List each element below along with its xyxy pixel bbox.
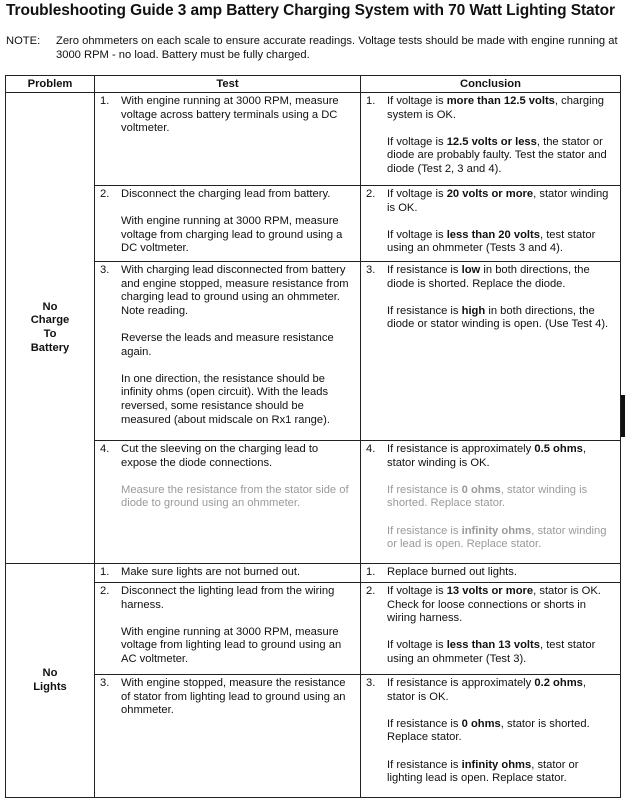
test-cell [95,93,361,186]
troubleshooting-table [5,75,621,798]
table-row [6,93,621,186]
test-text: Disconnect the charging lead from battery. [121,188,331,200]
conclusion-number: 3. [366,677,376,689]
conclusion-text: If resistance is 0 ohms, stator winding is shorted. Replace stator. [387,483,588,510]
header-problem: Problem [6,76,95,93]
conclusion-number: 1. [366,95,376,107]
conclusion-text: If voltage is 12.5 volts or less, the stator or diode are probably faulty. Test the stator and diode (Test 2, 3 and 4). [387,135,607,175]
test-text: In one direction, the resistance should be infinity ohms (open circuit). With the leads reversed, some resistance should be measured (about midscale on Rx1 range). [121,372,330,426]
problem-no-lights: No Lights [6,564,95,798]
conclusion-text: If voltage is more than 12.5 volts, charging system is OK. [387,95,605,121]
conclusion-text: If voltage is 20 volts or more, stator winding is OK. [387,188,609,214]
conclusion-cell [361,675,621,798]
conclusion-text: If resistance is infinity ohms, stator or lighting lead is open. Replace stator. [387,758,579,785]
test-number: 2. [100,585,110,597]
note-text: Zero ohmmeters on each scale to ensure accurate readings. Voltage tests should be made with engine running at 3000 RPM - no load. Battery must be fully charged. [56,35,618,61]
test-text: With engine stopped, measure the resistance of stator from lighting lead to ground using an ohmmeter. [121,677,346,717]
conclusion-cell [361,564,621,583]
header-test: Test [95,76,361,93]
conclusion-cell [361,262,621,441]
note-label: NOTE: [6,35,41,47]
test-text: With engine running at 3000 RPM, measure voltage across battery terminals using a DC voltmeter. [121,95,339,135]
conclusion-text: Replace burned out lights. [387,566,517,578]
problem-no-charge: No Charge To Battery [6,93,95,564]
conclusion-text: If resistance is approximately 0.2 ohms, stator is OK. [387,677,586,703]
conclusion-text: If resistance is high in both directions, the diode or stator winding is open. (Use Test 4). [387,304,609,331]
table-row [6,262,621,441]
table-header-row [6,76,621,93]
test-cell [95,564,361,583]
table-row [6,186,621,262]
table-row [6,675,621,798]
conclusion-text: If voltage is less than 13 volts, test stator using an ohmmeter (Test 3). [387,639,596,665]
conclusion-text: If resistance is low in both directions, the diode is shorted. Replace the diode. [387,264,590,290]
test-cell [95,675,361,798]
conclusion-text: If resistance is 0 ohms, stator is shorted. Replace stator. [387,717,590,744]
test-number: 1. [100,566,110,578]
conclusion-cell [361,583,621,675]
conclusion-text: If resistance is infinity ohms, stator winding or lead is open. Replace stator. [387,524,607,551]
conclusion-cell [361,441,621,564]
conclusion-cell [361,93,621,186]
conclusion-text: If voltage is less than 20 volts, test stator using an ohmmeter (Tests 3 and 4). [387,228,596,255]
test-number: 2. [100,188,110,200]
conclusion-number: 2. [366,188,376,200]
table-row [6,583,621,675]
test-text: With engine running at 3000 RPM, measure voltage from lighting lead to ground using an AC voltmeter. [121,625,342,665]
table-row [6,441,621,564]
test-cell [95,262,361,441]
header-conclusion: Conclusion [361,76,621,93]
test-text: Reverse the leads and measure resistance again. [121,331,334,358]
test-cell [95,186,361,262]
test-cell [95,583,361,675]
conclusion-text: If resistance is approximately 0.5 ohms, stator winding is OK. [387,443,586,469]
scan-edge-mark [621,395,625,437]
conclusion-number: 3. [366,264,376,276]
test-text: Cut the sleeving on the charging lead to expose the diode connections. [121,443,319,469]
test-text: Disconnect the lighting lead from the wiring harness. [121,585,335,611]
test-text: With charging lead disconnected from battery and engine stopped, measure resistance from charging lead to ground using an ohmmeter. Note reading. [121,264,349,317]
conclusion-number: 1. [366,566,376,578]
conclusion-text: If voltage is 13 volts or more, stator is OK. Check for loose connections or shorts in wiring harness. [387,585,601,625]
conclusion-number: 2. [366,585,376,597]
conclusion-number: 4. [366,443,376,455]
test-number: 1. [100,95,110,107]
test-cell [95,441,361,564]
test-number: 3. [100,677,110,689]
test-text: Make sure lights are not burned out. [121,566,301,578]
test-text: With engine running at 3000 RPM, measure voltage from charging lead to ground using a DC voltmeter. [121,215,343,255]
note [6,34,618,62]
test-number: 3. [100,264,110,276]
table-row [6,564,621,583]
conclusion-cell [361,186,621,262]
test-number: 4. [100,443,110,455]
page-title: Troubleshooting Guide 3 amp Battery Charging System with 70 Watt Lighting Stator [6,2,615,19]
test-text: Measure the resistance from the stator side of diode to ground using an ohmmeter. [121,483,349,510]
